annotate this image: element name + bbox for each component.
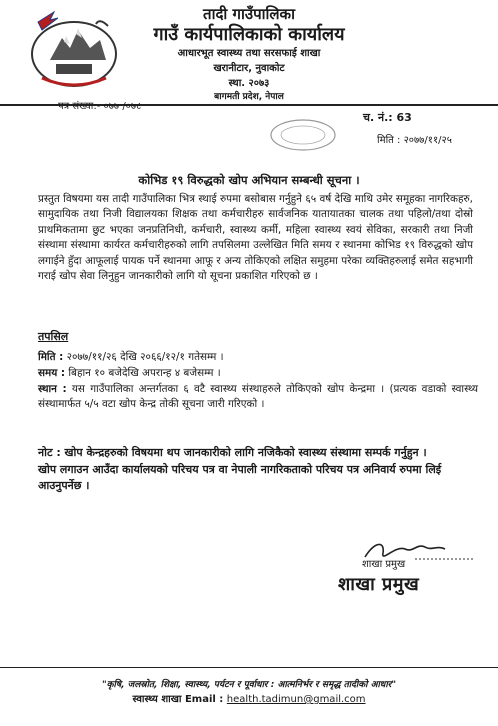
details-time: [38, 366, 478, 381]
province-country: बागमती प्रदेश, नेपाल: [214, 92, 284, 102]
established-year: स्था. २०७३: [228, 78, 270, 89]
email-label: स्वास्थ्य शाखा Email :: [132, 694, 224, 705]
office-location: खरानीटार, नुवाकोट: [213, 63, 285, 74]
date-value: २०७७/११/२६ देखि २०६६/१२/१ गतेसम्म ।: [63, 351, 224, 363]
date-label: मिति :: [38, 351, 64, 363]
municipality-name: तादी गाउँपालिका: [203, 5, 295, 23]
section-chief-title: शाखा प्रमुख: [338, 574, 420, 595]
details-place: [38, 382, 478, 412]
details-date: [38, 350, 478, 365]
office-title: गाउँ कार्यपालिकाको कार्यालय: [153, 24, 345, 45]
dispatch-number: च. नं.: 63: [363, 111, 412, 124]
office-stamp-icon: [268, 118, 338, 152]
footer-contact: [0, 691, 498, 705]
details-heading: तपसिल: [38, 330, 69, 343]
place-value: यस गाउँपालिका अन्तर्गतका ६ वटै स्वास्थ्य संस्थाहरुले तोकिएको खोप केन्द्रमा । (प्रत्यक वडाको स्वास्थ्य संस्थामार्फत ५/५ वटा खोप केन्द्र तोकी सूचना जारी गरिएको ।: [38, 383, 478, 410]
note-line-1: नोट : खोप केन्द्रहरुको विषयमा थप जानकारीको लागि नजिकैको स्वास्थ्य संस्थामा सम्पर्क गर्नुहुन ।: [38, 446, 427, 459]
section-name: आधारभूत स्वास्थ्य तथा सरसफाई शाखा: [177, 48, 321, 59]
place-label: स्थान :: [38, 383, 67, 395]
time-value: बिहान १० बजेदेखि अपरान्ह ४ बजेसम्म ।: [65, 367, 221, 379]
footer-divider: [0, 667, 498, 668]
letter-date: मिति : २०७७/११/२५: [377, 135, 452, 146]
notice-note: [38, 445, 478, 495]
notice-body: प्रस्तुत विषयमा यस तादी गाउँपालिका भित्र स्थाई रुपमा बसोबास गर्नुहुने ६५ वर्ष देखि माथि उमेर समूहका नागरिकहरु, सामुदायिक तथा निजी विद्यालयका शिक्षक तथा कर्मचारीहरु सार्वजनिक यातायातका चालक तथा पहिलो/तथा दोस्रो प्राथमिकतामा छुट भएका जनप्रतिनिधी, कर्मचारी, स्वास्थ्य कर्मी, महिला स्वास्थ्य स्वयं सेविका, सरकारी तथा निजी संस्थामा संस्थामा कार्यरत कर्मचारीहरुको लागि तपसिलमा उल्लेखित मिति समय र स्थानमा कोभिड १९ विरुद्धको खोप लगाईने हुँदा आफूलाई पायक पर्ने स्थानमा आफू र अन्य तोकिएको लक्षित समुहमा परेका व्यक्तिहरुलाई समेत सहभागी गराई खोप सेवा लिनुहुन जानकारीको लागि यो सूचना प्रकाशित गरिएको छ ।: [38, 193, 473, 283]
signature-caption: शाखा प्रमुख: [362, 559, 406, 570]
time-label: समय :: [38, 367, 66, 379]
note-line-2: खोप लगाउन आउँदा कार्यालयको परिचय पत्र वा नेपाली नागरिकताको परिचय पत्र अनिवार्य रुपमा लिई आउनुपर्नेछ ।: [38, 462, 442, 492]
letter-number: पत्र संख्या:- ०७७ /०७८: [58, 101, 142, 112]
footer-slogan: "कृषि, जलस्रोत, शिक्षा, स्वास्थ्य, पर्यटन र पूर्वाधार : आत्मनिर्भर र समृद्ध तादीको आधार": [101, 680, 397, 690]
email-link[interactable]: health.tadimun@gmail.com: [226, 694, 366, 705]
notice-subject: कोभिड १९ विरुद्धको खोप अभियान सम्बन्धी सूचना ।: [138, 173, 360, 187]
